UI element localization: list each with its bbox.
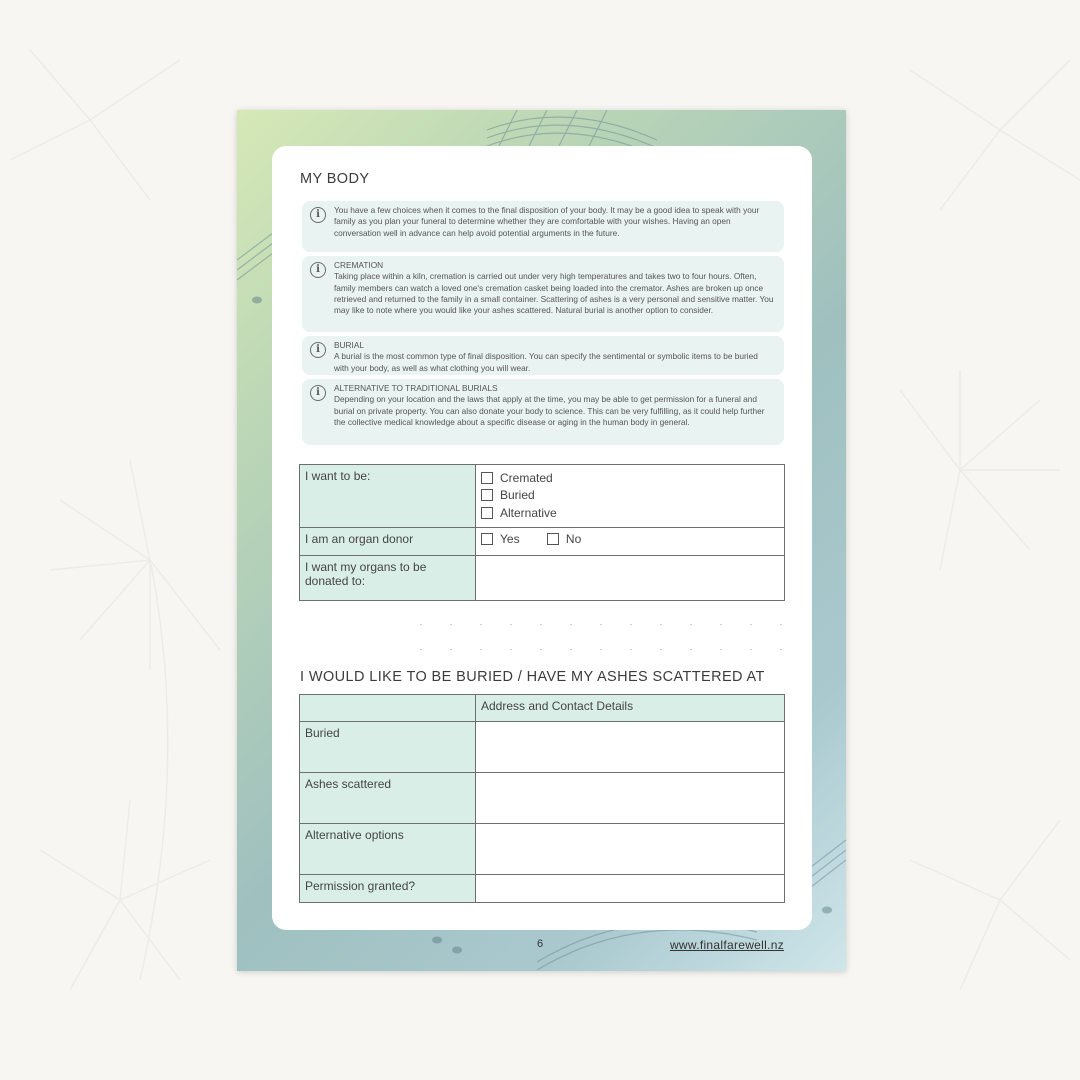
faded-guideline [392, 649, 784, 650]
info-heading: CREMATION [334, 260, 384, 270]
info-heading: BURIAL [334, 340, 364, 350]
info-box-burial [302, 336, 784, 375]
organ-donor-row [300, 528, 785, 556]
alternative-checkbox[interactable] [481, 507, 493, 519]
info-box-cremation [302, 256, 784, 332]
alternative-label: Alternative [500, 505, 557, 520]
content-card [272, 146, 812, 930]
planner-page [237, 110, 846, 971]
burial-header-row [300, 695, 785, 722]
buried-address-field[interactable] [476, 722, 785, 773]
info-icon: i [310, 207, 326, 223]
page-number: 6 [537, 938, 544, 950]
permission-row-label: Permission granted? [300, 875, 476, 903]
want-to-be-row [300, 465, 785, 528]
cremated-checkbox[interactable] [481, 472, 493, 484]
address-column-header: Address and Contact Details [476, 695, 785, 722]
yes-checkbox[interactable] [481, 533, 493, 545]
website-link[interactable]: www.finalfarewell.nz [669, 938, 784, 952]
header-empty-cell [300, 695, 476, 722]
option-cremated[interactable] [481, 469, 780, 487]
organ-donor-label: I am an organ donor [300, 528, 476, 556]
want-to-be-options [476, 465, 785, 528]
info-icon: i [310, 342, 326, 358]
my-body-title: MY BODY [300, 171, 370, 187]
info-text: A burial is the most common type of final disposition. You can specify the sentimental or symbolic items to be buried with your body, as well as what clothing you will wear. [334, 351, 758, 373]
info-heading: ALTERNATIVE TO TRADITIONAL BURIALS [334, 383, 498, 393]
buried-checkbox[interactable] [481, 489, 493, 501]
alternative-address-field[interactable] [476, 824, 785, 875]
cremated-label: Cremated [500, 470, 553, 485]
info-text: Taking place within a kiln, cremation is carried out under very high temperatures and takes two to four hours. Often, family members can watch a loved one's cremation casket being loaded into the cremator. Ashes are broken up once retrieved and returned to the family in a small container. Scattering of ashes is a very personal and sensitive matter. You may like to note where you would like your ashes scattered. Natural burial is another option to consider. [334, 271, 774, 316]
burial-row [300, 722, 785, 773]
info-box-alternative [302, 379, 784, 445]
burial-section-title: I WOULD LIKE TO BE BURIED / HAVE MY ASHES SCATTERED AT [300, 669, 765, 685]
no-checkbox[interactable] [547, 533, 559, 545]
burial-row [300, 773, 785, 824]
option-alternative[interactable] [481, 504, 780, 522]
organs-donated-label: I want my organs to be donated to: [300, 556, 476, 601]
info-text: You have a few choices when it comes to the final disposition of your body. It may be a good idea to speak with your family as you plan your funeral to determine whether they are comfortable with your wishes. Having an open conversation well in advance can help avoid potential arguments in the future. [334, 205, 760, 238]
burial-row [300, 875, 785, 903]
faded-guideline [392, 624, 784, 625]
info-icon: i [310, 385, 326, 401]
buried-label: Buried [500, 488, 535, 503]
permission-field[interactable] [476, 875, 785, 903]
option-yes[interactable] [481, 532, 520, 546]
burial-location-table [299, 694, 785, 903]
yes-label: Yes [500, 532, 520, 546]
info-text: Depending on your location and the laws that apply at the time, you may be able to get permission for a funeral and burial on private property. You can also donate your body to science. This can be very fulfilling, as it could help further the collective medical knowledge about a specific disease or aging in the human body in general. [334, 394, 765, 427]
option-buried[interactable] [481, 487, 780, 505]
ashes-row-label: Ashes scattered [300, 773, 476, 824]
info-box-intro [302, 201, 784, 252]
disposition-form-table [299, 464, 785, 601]
burial-row [300, 824, 785, 875]
want-to-be-label: I want to be: [300, 465, 476, 528]
organs-donated-row [300, 556, 785, 601]
option-no[interactable] [547, 532, 581, 546]
alternative-row-label: Alternative options [300, 824, 476, 875]
buried-row-label: Buried [300, 722, 476, 773]
no-label: No [565, 532, 582, 546]
ashes-address-field[interactable] [476, 773, 785, 824]
organ-donor-options [476, 528, 785, 556]
organs-donated-field[interactable] [476, 556, 785, 601]
info-icon: i [310, 262, 326, 278]
